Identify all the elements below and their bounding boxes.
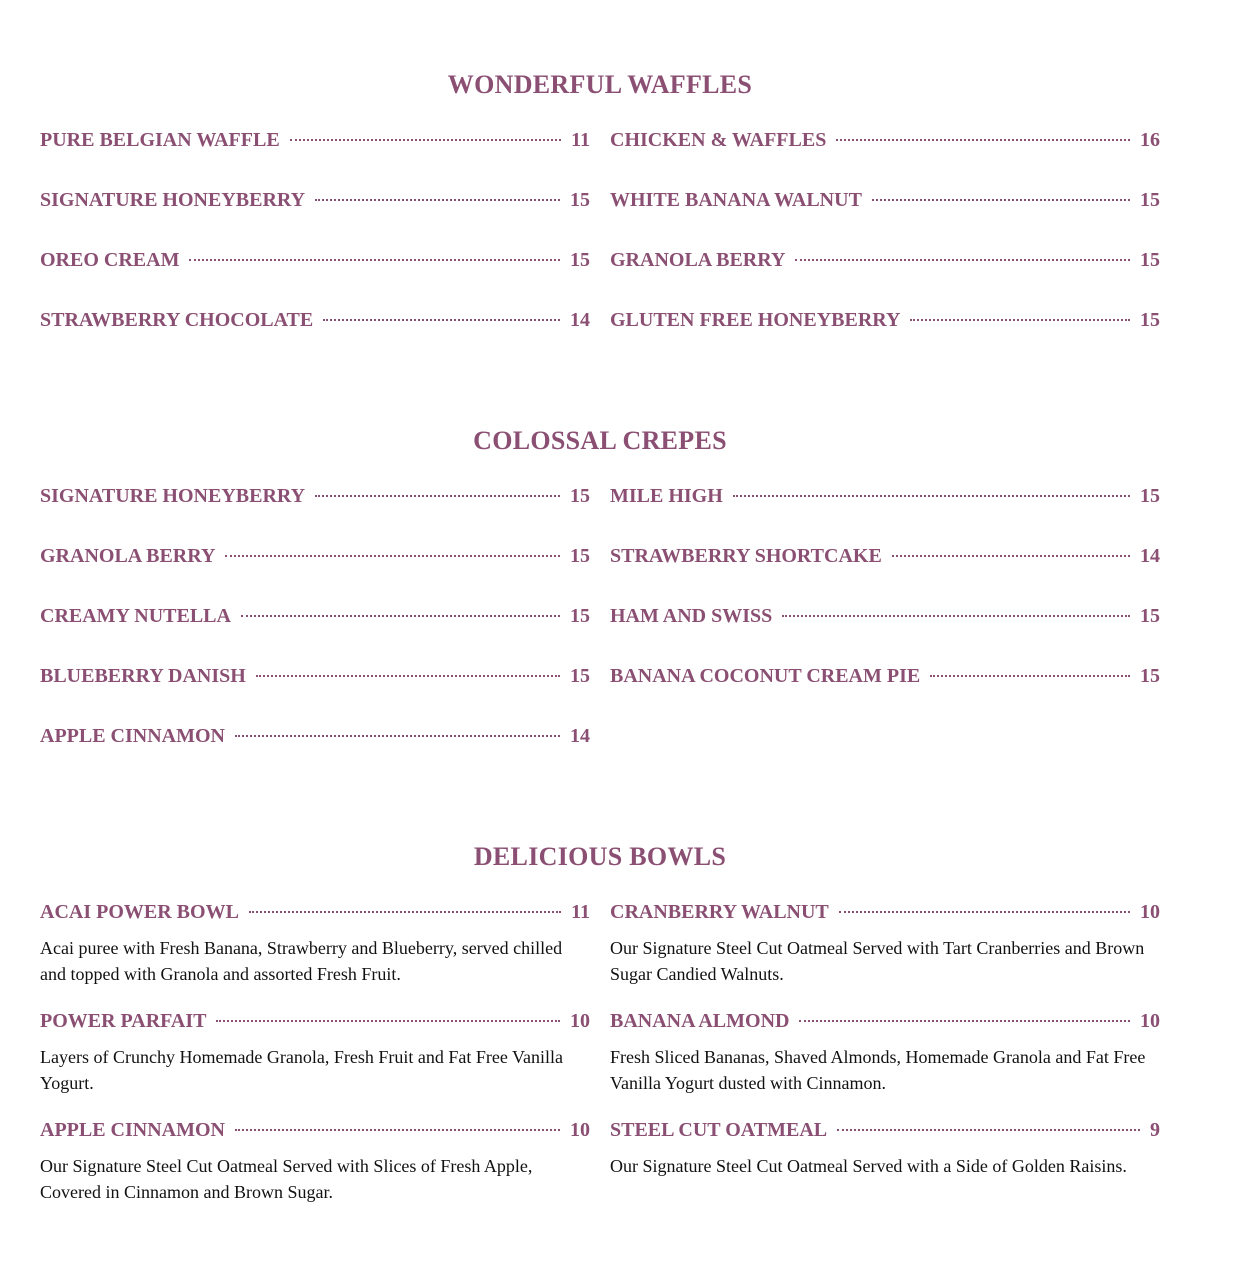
item-price: 15 bbox=[570, 604, 590, 627]
item-name: CRANBERRY WALNUT bbox=[610, 900, 829, 923]
dotted-leader bbox=[930, 675, 1130, 677]
menu-item bbox=[40, 544, 590, 568]
dotted-leader bbox=[836, 139, 1130, 141]
item-price: 10 bbox=[1140, 900, 1160, 923]
item-price: 15 bbox=[1140, 308, 1160, 331]
item-name: ACAI POWER BOWL bbox=[40, 900, 239, 923]
item-name: STRAWBERRY CHOCOLATE bbox=[40, 308, 314, 331]
item-name: POWER PARFAIT bbox=[40, 1009, 207, 1032]
dotted-leader bbox=[235, 1129, 560, 1131]
item-name: STEEL CUT OATMEAL bbox=[610, 1118, 828, 1141]
dotted-leader bbox=[799, 1020, 1130, 1022]
menu-item bbox=[40, 724, 590, 748]
menu-item bbox=[40, 900, 590, 987]
item-price: 15 bbox=[570, 484, 590, 507]
item-name: SIGNATURE HONEYBERRY bbox=[40, 188, 306, 211]
item-name: HAM AND SWISS bbox=[610, 604, 773, 627]
menu-item bbox=[610, 188, 1160, 212]
item-name: APPLE CINNAMON bbox=[40, 724, 225, 747]
item-price: 15 bbox=[570, 248, 590, 271]
item-name: STRAWBERRY SHORTCAKE bbox=[610, 544, 882, 567]
menu-item bbox=[40, 664, 590, 688]
section-title: COLOSSAL CREPES bbox=[473, 426, 727, 455]
item-description: Acai puree with Fresh Banana, Strawberry and Blueberry, served chilled and topped with Granola and assorted Fresh Fruit. bbox=[40, 938, 563, 984]
dotted-leader bbox=[872, 199, 1130, 201]
menu-grid bbox=[40, 900, 1160, 1205]
item-price: 15 bbox=[570, 188, 590, 211]
menu-item bbox=[40, 308, 590, 332]
dotted-leader bbox=[839, 911, 1130, 913]
menu-item bbox=[40, 604, 590, 628]
dotted-leader bbox=[216, 1020, 560, 1022]
item-name: BANANA ALMOND bbox=[610, 1009, 790, 1032]
menu-item bbox=[40, 128, 590, 152]
item-name: GRANOLA BERRY bbox=[40, 544, 216, 567]
item-description: Our Signature Steel Cut Oatmeal Served with Slices of Fresh Apple, Covered in Cinnamon and Brown Sugar. bbox=[40, 1156, 533, 1202]
menu-grid bbox=[40, 128, 1160, 332]
item-name: PURE BELGIAN WAFFLE bbox=[40, 128, 280, 151]
item-name: GRANOLA BERRY bbox=[610, 248, 786, 271]
item-price: 15 bbox=[1140, 484, 1160, 507]
item-price: 14 bbox=[1140, 544, 1160, 567]
item-price: 11 bbox=[571, 900, 590, 923]
dotted-leader bbox=[290, 139, 561, 141]
menu-item bbox=[40, 1118, 590, 1205]
item-price: 9 bbox=[1150, 1118, 1160, 1141]
dotted-leader bbox=[315, 199, 560, 201]
dotted-leader bbox=[837, 1129, 1140, 1131]
menu-item bbox=[610, 900, 1160, 987]
dotted-leader bbox=[249, 911, 561, 913]
menu-item bbox=[610, 544, 1160, 568]
section-crepes bbox=[40, 426, 1160, 748]
item-name: CHICKEN & WAFFLES bbox=[610, 128, 827, 151]
item-price: 10 bbox=[570, 1009, 590, 1032]
item-price: 14 bbox=[570, 724, 590, 747]
item-description: Fresh Sliced Bananas, Shaved Almonds, Homemade Granola and Fat Free Vanilla Yogurt dusted with Cinnamon. bbox=[610, 1047, 1146, 1093]
item-name: MILE HIGH bbox=[610, 484, 723, 507]
section-bowls bbox=[40, 842, 1160, 1205]
item-description: Our Signature Steel Cut Oatmeal Served with Tart Cranberries and Brown Sugar Candied Walnuts. bbox=[610, 938, 1145, 984]
item-price: 15 bbox=[1140, 248, 1160, 271]
menu-item bbox=[40, 1009, 590, 1096]
menu-item bbox=[610, 604, 1160, 628]
item-name: OREO CREAM bbox=[40, 248, 180, 271]
menu-item bbox=[610, 248, 1160, 272]
menu-item bbox=[610, 484, 1160, 508]
item-price: 15 bbox=[1140, 664, 1160, 687]
item-price: 15 bbox=[1140, 604, 1160, 627]
item-price: 14 bbox=[570, 308, 590, 331]
menu-item bbox=[610, 664, 1160, 688]
dotted-leader bbox=[189, 259, 560, 261]
menu-item bbox=[610, 1009, 1160, 1096]
dotted-leader bbox=[241, 615, 560, 617]
dotted-leader bbox=[315, 495, 560, 497]
empty-cell bbox=[610, 724, 1160, 748]
dotted-leader bbox=[910, 319, 1130, 321]
item-price: 10 bbox=[1140, 1009, 1160, 1032]
item-name: GLUTEN FREE HONEYBERRY bbox=[610, 308, 901, 331]
item-name: BANANA COCONUT CREAM PIE bbox=[610, 664, 921, 687]
item-name: SIGNATURE HONEYBERRY bbox=[40, 484, 306, 507]
item-name: APPLE CINNAMON bbox=[40, 1118, 225, 1141]
section-title: DELICIOUS BOWLS bbox=[473, 842, 727, 871]
menu-item bbox=[610, 308, 1160, 332]
dotted-leader bbox=[795, 259, 1130, 261]
menu-item bbox=[610, 1118, 1160, 1205]
dotted-leader bbox=[225, 555, 560, 557]
item-price: 11 bbox=[571, 128, 590, 151]
item-price: 16 bbox=[1140, 128, 1160, 151]
item-name: CREAMY NUTELLA bbox=[40, 604, 231, 627]
item-description: Our Signature Steel Cut Oatmeal Served with a Side of Golden Raisins. bbox=[610, 1156, 1127, 1176]
item-price: 15 bbox=[1140, 188, 1160, 211]
item-description: Layers of Crunchy Homemade Granola, Fresh Fruit and Fat Free Vanilla Yogurt. bbox=[40, 1047, 564, 1093]
dotted-leader bbox=[323, 319, 560, 321]
section-title: WONDERFUL WAFFLES bbox=[447, 70, 753, 99]
menu-item bbox=[40, 188, 590, 212]
section-waffles bbox=[40, 70, 1160, 332]
menu-item bbox=[40, 484, 590, 508]
menu-grid bbox=[40, 484, 1160, 748]
item-price: 15 bbox=[570, 544, 590, 567]
dotted-leader bbox=[782, 615, 1130, 617]
dotted-leader bbox=[256, 675, 560, 677]
menu-item bbox=[610, 128, 1160, 152]
dotted-leader bbox=[733, 495, 1130, 497]
dotted-leader bbox=[892, 555, 1130, 557]
item-price: 15 bbox=[570, 664, 590, 687]
menu-item bbox=[40, 248, 590, 272]
dotted-leader bbox=[235, 735, 560, 737]
item-name: BLUEBERRY DANISH bbox=[40, 664, 246, 687]
item-price: 10 bbox=[570, 1118, 590, 1141]
item-name: WHITE BANANA WALNUT bbox=[610, 188, 862, 211]
